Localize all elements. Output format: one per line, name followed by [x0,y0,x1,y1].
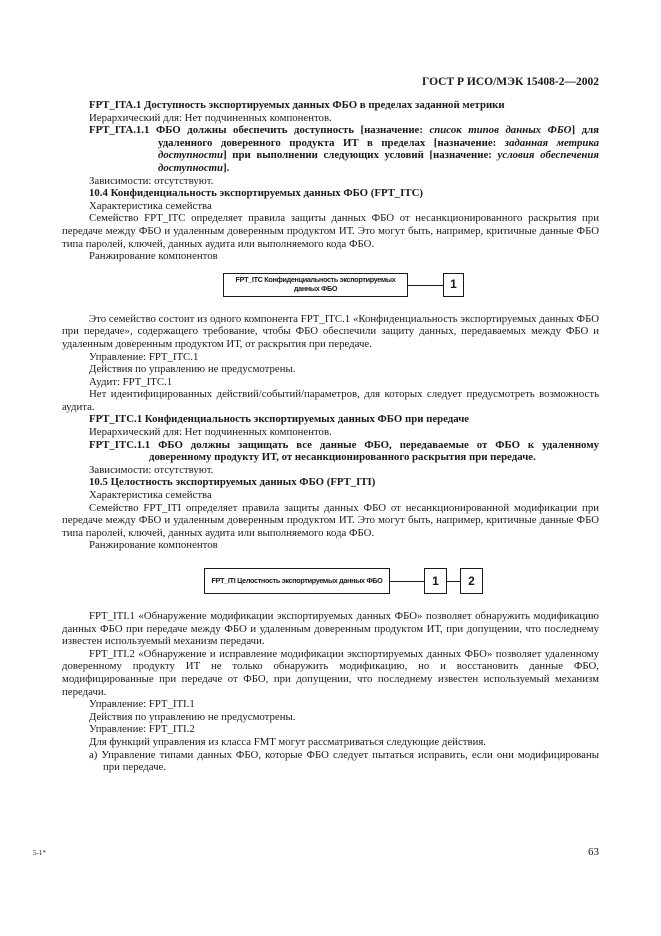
family-label-itc: Характеристика семейства [89,199,212,212]
component-title-itc1: FPT_ITC.1 Конфиденциальность экспортируемых данных ФБО при передаче [89,413,470,426]
requirement-itc1-1: FPT_ITC.1.1 ФБО должны защищать все данные ФБО, передаваемые от ФБО к удаленному доверенному продукту ИТ, от несанкционированного раскрытия при передаче. [89,438,599,464]
dependencies-ita1: Зависимости: отсутствуют. [89,174,214,187]
ranking-diagram-itc [62,263,599,303]
ranking-diagram-iti [62,552,599,598]
management-iti1: Управление: FPT_ITI.1 [89,698,195,711]
page-number: 63 [588,846,599,858]
diagram-connector [408,285,443,286]
diagram-family-box: FPT_ITI Целостность экспортируемых данных ФБО [204,568,390,594]
sheet-mark: 5-1* [33,849,46,857]
family-label-iti: Характеристика семейства [89,489,212,502]
management-text-iti2: Для функций управления из класса FMT могут рассматриваться следующие действия. [89,735,487,748]
diagram-connector [447,581,460,582]
diagram-family-box: FPT_ITC Конфиденциальность экспортируемых данных ФБО [223,273,408,297]
diagram-level-2: 2 [460,568,483,594]
hierarchy-itc1: Иерархический для: Нет подчиненных компонентов. [89,426,332,439]
section-title-10-4: 10.4 Конфиденциальность экспортируемых данных ФБО (FPT_ITC) [89,187,423,200]
composition-itc: Это семейство состоит из одного компонента FPT_ITC.1 «Конфиденциальность экспортируемых данных ФБО при передаче», содержащего требование, чтобы ФБО обеспечили защиту данных, передаваемых между ФБО и удаленным доверенным продуктом ИТ, от раскрытия при передаче. [62,312,599,350]
management-itc: Управление: FPT_ITC.1 [89,350,199,363]
page-content [62,99,599,774]
family-text-iti: Семейство FPT_ITI определяет правила защиты данных ФБО от несанкционированной модификации при передаче между ФБО и удаленным доверенным продуктом ИТ. Это могут быть, например, критичные данные ФБО типа паролей, ключей, данных аудита или выполняемого кода ФБО. [62,501,599,539]
diagram-level-1: 1 [424,568,447,594]
management-iti2: Управление: FPT_ITI.2 [89,723,195,736]
list-item-a: а) Управление типами данных ФБО, которые ФБО следует пытаться исправить, если они модифицированы при передаче. [89,748,599,774]
section-title-10-5: 10.5 Целостность экспортируемых данных ФБО (FPT_ITI) [89,476,376,489]
ranking-label-iti: Ранжирование компонентов [89,539,218,552]
audit-itc: Аудит: FPT_ITC.1 [89,375,173,388]
management-text-itc: Действия по управлению не предусмотрены. [89,363,296,376]
family-text-itc: Семейство FPT_ITC определяет правила защиты данных ФБО от несанкционированного раскрытия при передаче между ФБО и удаленным доверенным продуктом ИТ. Это могут быть, например, критичные данные ФБО типа паролей, ключей, данных аудита или выполняемого кода ФБО. [62,212,599,250]
description-iti2: FPT_ITI.2 «Обнаружение и исправление модификации экспортируемых данных ФБО» позволяет удаленному доверенному продукту ИТ не только обнаружить модификацию, но и восстановить данные ФБО, модифицированные при передаче от ФБО, при допущении, что последнему известен используемый механизм передачи. [62,647,599,698]
ranking-label-itc: Ранжирование компонентов [89,250,218,263]
diagram-level-1: 1 [443,273,464,297]
diagram-connector [390,581,424,582]
dependencies-itc1: Зависимости: отсутствуют. [89,463,214,476]
hierarchy-ita1: Иерархический для: Нет подчиненных компонентов. [89,111,332,124]
audit-text-itc: Нет идентифицированных действий/событий/параметров, для которых следует предусмотреть возможность аудита. [62,388,599,413]
requirement-ita1-1: FPT_ITA.1.1 ФБО должны обеспечить доступность [назначение: список типов данных ФБО] для удаленного доверенного продукта ИТ в пределах [назначение: заданная метрика доступности] при выполнении следующих условий [назначение: условия обеспечения доступности]. [89,124,600,174]
component-title-ita1: FPT_ITA.1 Доступность экспортируемых данных ФБО в пределах заданной метрики [89,99,505,111]
running-header: ГОСТ Р ИСО/МЭК 15408-2—2002 [422,76,599,88]
management-text-iti1: Действия по управлению не предусмотрены. [89,710,296,723]
description-iti1: FPT_ITI.1 «Обнаружение модификации экспортируемых данных ФБО» позволяет обнаружить модификацию данных ФБО при передаче между ФБО и удаленным доверенным продуктом ИТ, при допущении, что последнему известен используемый механизм передачи. [62,610,599,648]
